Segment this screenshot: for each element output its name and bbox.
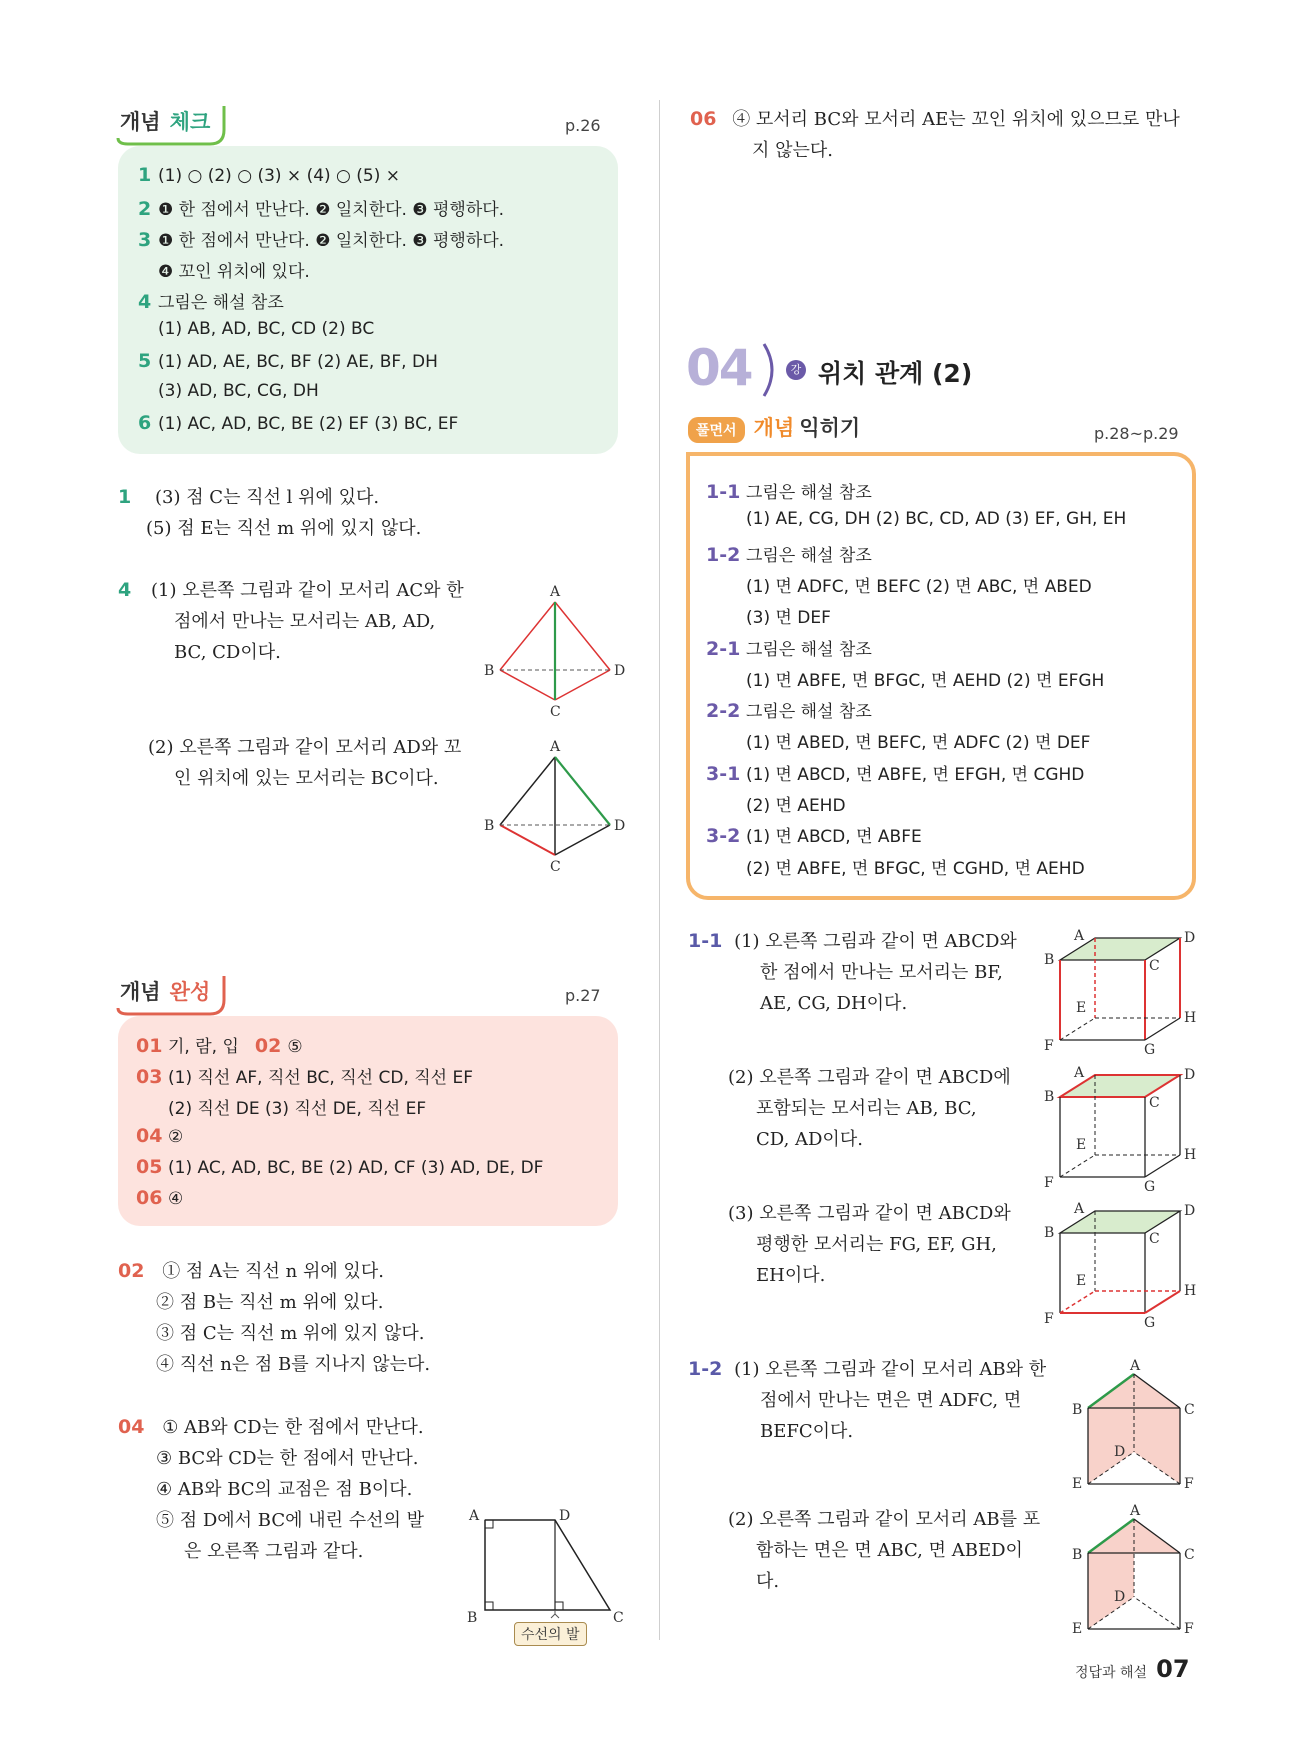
svg-text:B: B	[1072, 1547, 1083, 1563]
explanation-1-2-part1-line2: 점에서 만나는 면은 면 ADFC, 면	[760, 1390, 1022, 1411]
concept-check-tab-shape	[114, 100, 229, 144]
svg-text:B: B	[1044, 952, 1055, 968]
concept-check-line-text: ❶ 한 점에서 만난다. ❷ 일치한다. ❸ 평행하다.	[158, 200, 505, 220]
svg-text:B: B	[484, 663, 495, 679]
footer-page-number: 07	[1156, 1655, 1190, 1683]
concept-check-line	[138, 381, 319, 401]
concept-complete-line-text: ④	[168, 1189, 184, 1209]
concept-check-line-number: 4	[138, 291, 152, 313]
tetrahedron-figure-1	[480, 580, 630, 720]
learn-line	[706, 541, 872, 566]
learn-line	[706, 635, 872, 660]
svg-text:C: C	[1184, 1547, 1195, 1563]
svg-text:C: C	[613, 1610, 624, 1626]
column-divider	[659, 100, 660, 1640]
cube-figure-1	[1040, 928, 1197, 1058]
explanation-02	[118, 1256, 578, 1380]
explanation-1-1-part3-line3: EH이다.	[756, 1265, 826, 1286]
svg-text:D: D	[614, 818, 626, 834]
learn-box	[686, 452, 1196, 900]
concept-check-page: p.26	[565, 116, 601, 135]
svg-text:E: E	[1076, 1137, 1087, 1153]
learn-line	[706, 572, 1092, 597]
explanation-1-number: 1	[118, 486, 132, 508]
svg-text:E: E	[1076, 1000, 1087, 1016]
concept-check-title-a: 개념	[120, 110, 161, 134]
prism-figure-2	[1070, 1505, 1200, 1635]
learn-line	[706, 760, 1084, 785]
svg-text:B: B	[1044, 1089, 1055, 1105]
concept-check-line	[138, 350, 438, 372]
learn-line-number: 3-1	[706, 762, 741, 785]
learn-title-a: 개념	[753, 416, 795, 440]
svg-text:D: D	[1184, 1067, 1196, 1083]
learn-line	[706, 478, 872, 503]
lesson-heading	[686, 340, 1246, 400]
explanation-4-part1-line3: BC, CD이다.	[174, 642, 281, 663]
concept-complete-line-text: (1) AC, AD, BC, BE (2) AD, CF (3) AD, DE, DF	[168, 1158, 544, 1178]
svg-text:A: A	[469, 1508, 480, 1524]
svg-text:E: E	[1072, 1621, 1083, 1637]
concept-check-line	[138, 257, 310, 282]
learn-line-number: 2-1	[706, 637, 741, 660]
explanation-04	[118, 1412, 458, 1567]
tetrahedron-figure-2	[480, 735, 630, 875]
concept-check-line-number: 6	[138, 412, 152, 434]
svg-text:C: C	[550, 859, 561, 875]
svg-text:C: C	[1149, 958, 1160, 974]
learn-line-text: (1) 면 ABED, 면 BEFC, 면 ADFC (2) 면 DEF	[746, 733, 1091, 754]
explanation-1-2-part1-line3: BEFC이다.	[760, 1421, 854, 1442]
concept-complete-tab-shape	[114, 970, 229, 1014]
concept-complete-line-text: (2) 직선 DE (3) 직선 DE, 직선 EF	[168, 1099, 427, 1119]
learn-line	[706, 603, 831, 628]
lesson-title: 위치 관계 (2)	[818, 359, 973, 388]
explanation-1-1-part3-line1: (3) 오른쪽 그림과 같이 면 ABCD와	[728, 1203, 1011, 1224]
svg-text:D: D	[1184, 930, 1196, 946]
explanation-02-line2: ② 점 B는 직선 m 위에 있다.	[156, 1292, 384, 1313]
learn-line-text: 그림은 해설 참조	[746, 639, 872, 660]
explanation-4-part2-line2: 인 위치에 있는 모서리는 BC이다.	[174, 768, 439, 789]
explanation-4-number: 4	[118, 579, 132, 601]
explanation-1-1-part2-line3: CD, AD이다.	[756, 1129, 863, 1150]
learn-badge: 풀면서	[688, 417, 745, 443]
svg-text:F: F	[1184, 1476, 1194, 1492]
concept-complete-line-number: 06	[136, 1187, 163, 1209]
explanation-04-line5: 은 오른쪽 그림과 같다.	[184, 1541, 364, 1562]
concept-complete-title-a: 개념	[120, 980, 161, 1004]
explanation-1-2-number: 1-2	[688, 1358, 723, 1380]
concept-complete-line-number: 05	[136, 1156, 163, 1178]
explanation-1	[118, 482, 598, 544]
concept-complete-title-b: 완성	[169, 980, 211, 1004]
concept-check-line	[138, 164, 400, 186]
learn-line	[706, 666, 1104, 691]
explanation-1-1-part1-line3: AE, CG, DH이다.	[760, 993, 908, 1014]
learn-line-text: 그림은 해설 참조	[746, 545, 872, 566]
concept-complete-line	[136, 1156, 543, 1178]
explanation-1-1-part1-line1: (1) 오른쪽 그림과 같이 면 ABCD와	[734, 931, 1017, 952]
svg-text:G: G	[1144, 1315, 1156, 1331]
learn-line-text: (1) 면 ADFC, 면 BEFC (2) 면 ABC, 면 ABED	[746, 576, 1092, 597]
explanation-1-1-part1	[688, 926, 1028, 1019]
concept-check-header	[120, 106, 210, 136]
concept-complete-line-number: 04	[136, 1125, 163, 1147]
svg-text:A: A	[1130, 1503, 1141, 1519]
explanation-1-1-part1-line2: 한 점에서 만나는 모서리는 BF,	[760, 962, 1003, 983]
explanation-1-1-part2	[728, 1062, 1028, 1155]
svg-text:D: D	[559, 1508, 571, 1524]
svg-text:D: D	[1114, 1444, 1126, 1460]
explanation-06-line2: 지 않는다.	[752, 140, 833, 161]
concept-check-line	[138, 319, 374, 339]
concept-check-line	[138, 288, 284, 313]
svg-text:F: F	[1044, 1038, 1054, 1054]
explanation-06	[690, 104, 1220, 166]
explanation-1-line2: (5) 점 E는 직선 m 위에 있지 않다.	[146, 518, 422, 539]
explanation-4-part2-line1: (2) 오른쪽 그림과 같이 모서리 AD와 꼬	[148, 737, 462, 758]
prism-figure-1	[1070, 1360, 1200, 1490]
explanation-06-line1: ④ 모서리 BC와 모서리 AE는 꼬인 위치에 있으므로 만나	[732, 109, 1180, 130]
learn-line-text: 그림은 해설 참조	[746, 702, 872, 723]
learn-line-text: 그림은 해설 참조	[746, 483, 872, 503]
footer-label: 정답과 해설	[1075, 1665, 1148, 1681]
svg-text:A: A	[1074, 1201, 1085, 1217]
learn-line-number: 1-1	[706, 481, 741, 503]
concept-complete-header	[120, 976, 210, 1006]
svg-text:D: D	[1114, 1589, 1126, 1605]
perpendicular-foot-label: 수선의 발	[514, 1622, 587, 1646]
learn-line-text: (2) 면 ABFE, 면 BFGC, 면 CGHD, 면 AEHD	[746, 858, 1085, 879]
learn-title-b: 익히기	[799, 416, 861, 440]
concept-check-line-number: 3	[138, 229, 152, 251]
concept-check-line-text: (1) AB, AD, BC, CD (2) BC	[158, 319, 375, 339]
svg-text:F: F	[1184, 1621, 1194, 1637]
svg-text:B: B	[467, 1610, 478, 1626]
explanation-04-line1: ① AB와 CD는 한 점에서 만난다.	[162, 1417, 424, 1438]
concept-check-line	[138, 412, 458, 434]
svg-text:B: B	[1044, 1225, 1055, 1241]
svg-text:B: B	[1072, 1402, 1083, 1418]
concept-check-line-number: 2	[138, 198, 152, 220]
explanation-1-2-part2	[728, 1504, 1058, 1597]
learn-line-text: (1) 면 ABFE, 면 BFGC, 면 AEHD (2) 면 EFGH	[746, 670, 1105, 691]
explanation-02-line1: ① 점 A는 직선 n 위에 있다.	[162, 1261, 384, 1282]
svg-text:A: A	[1130, 1358, 1141, 1374]
cube-figure-3	[1040, 1201, 1197, 1331]
learn-line-text: (2) 면 AEHD	[746, 796, 846, 816]
concept-check-line-text: (3) AD, BC, CG, DH	[158, 381, 319, 401]
svg-text:H: H	[1184, 1283, 1197, 1299]
svg-text:C: C	[1149, 1095, 1160, 1111]
concept-complete-line	[136, 1125, 183, 1147]
explanation-1-line1: (3) 점 C는 직선 l 위에 있다.	[154, 487, 380, 508]
svg-text:H: H	[1184, 1147, 1197, 1163]
learn-line-number: 1-2	[706, 543, 741, 566]
concept-check-line-number: 1	[138, 164, 152, 186]
concept-check-line-number: 5	[138, 350, 152, 372]
svg-text:B: B	[484, 818, 495, 834]
learn-line	[706, 728, 1090, 753]
explanation-1-2-part2-line2: 함하는 면은 면 ABC, 면 ABED이	[756, 1540, 1023, 1561]
concept-complete-line	[136, 1063, 473, 1088]
learn-line-text: (1) 면 ABCD, 면 ABFE	[746, 827, 922, 848]
explanation-06-number: 06	[690, 108, 717, 130]
explanation-02-line4: ④ 직선 n은 점 B를 지나지 않는다.	[156, 1354, 431, 1375]
learn-line	[706, 509, 1126, 529]
explanation-1-1-part2-line1: (2) 오른쪽 그림과 같이 면 ABCD에	[728, 1067, 1011, 1088]
concept-complete-line-text-2: ⑤	[287, 1037, 303, 1057]
learn-line	[706, 822, 922, 847]
lesson-number: 04	[686, 339, 752, 397]
learn-line-number: 2-2	[706, 700, 741, 723]
svg-text:C: C	[1149, 1231, 1160, 1247]
learn-line-text: (3) 면 DEF	[746, 608, 831, 629]
explanation-04-line2: ③ BC와 CD는 한 점에서 만난다.	[156, 1448, 419, 1469]
explanation-04-line3: ④ AB와 BC의 교점은 점 B이다.	[156, 1479, 413, 1500]
explanation-1-2-part1-line1: (1) 오른쪽 그림과 같이 모서리 AB와 한	[734, 1359, 1047, 1380]
explanation-1-1-number: 1-1	[688, 930, 723, 952]
concept-check-line-text: ❹ 꼬인 위치에 있다.	[158, 262, 310, 282]
concept-complete-line	[136, 1187, 183, 1209]
explanation-04-number: 04	[118, 1416, 145, 1438]
concept-complete-line-text: 기, 람, 입	[168, 1037, 239, 1057]
explanation-04-line4: ⑤ 점 D에서 BC에 내린 수선의 발	[156, 1510, 424, 1531]
svg-text:D: D	[614, 663, 626, 679]
explanation-4-part1-line1: (1) 오른쪽 그림과 같이 모서리 AC와 한	[150, 580, 464, 601]
explanation-1-2-part2-line1: (2) 오른쪽 그림과 같이 모서리 AB를 포	[728, 1509, 1041, 1530]
svg-text:G: G	[1144, 1042, 1156, 1058]
lesson-gang-badge: 강	[786, 360, 806, 380]
explanation-1-2-part1	[688, 1354, 1048, 1447]
explanation-4-part1	[118, 575, 478, 668]
concept-complete-line	[136, 1094, 426, 1119]
concept-complete-line-text: (1) 직선 AF, 직선 BC, 직선 CD, 직선 EF	[168, 1068, 474, 1088]
concept-check-line-text: (1) AD, AE, BC, BF (2) AE, BF, DH	[158, 352, 438, 372]
svg-text:C: C	[1184, 1402, 1195, 1418]
explanation-1-1-part3-line2: 평행한 모서리는 FG, EF, GH,	[756, 1234, 997, 1255]
concept-check-line-text: ❶ 한 점에서 만난다. ❷ 일치한다. ❸ 평행하다.	[158, 231, 505, 251]
learn-line	[706, 791, 846, 816]
concept-check-line	[138, 195, 504, 220]
concept-check-title-b: 체크	[169, 110, 211, 134]
concept-complete-line	[136, 1032, 303, 1057]
svg-text:E: E	[1072, 1476, 1083, 1492]
explanation-1-1-part3	[728, 1198, 1028, 1291]
svg-text:A: A	[1074, 928, 1085, 944]
concept-complete-box	[118, 1016, 618, 1226]
explanation-02-line3: ③ 점 C는 직선 m 위에 있지 않다.	[156, 1323, 425, 1344]
learn-line	[706, 697, 872, 722]
svg-text:C: C	[550, 704, 561, 720]
svg-text:A: A	[550, 739, 561, 755]
concept-complete-line-text: ②	[168, 1127, 184, 1147]
concept-complete-page: p.27	[565, 986, 601, 1005]
learn-page: p.28~p.29	[1094, 424, 1179, 443]
learn-line-text: (1) 면 ABCD, 면 ABFE, 면 EFGH, 면 CGHD	[746, 764, 1085, 785]
svg-text:F: F	[1044, 1175, 1054, 1191]
svg-text:A: A	[550, 584, 561, 600]
footer	[1075, 1655, 1190, 1683]
concept-complete-line-number: 01	[136, 1035, 163, 1057]
explanation-4-part2	[148, 732, 478, 794]
explanation-4-part1-line2: 점에서 만나는 모서리는 AB, AD,	[174, 611, 436, 632]
svg-text:F: F	[1044, 1311, 1054, 1327]
svg-text:E: E	[1076, 1273, 1087, 1289]
learn-line	[706, 854, 1085, 879]
explanation-1-1-part2-line2: 포함되는 모서리는 AB, BC,	[756, 1098, 977, 1119]
learn-line-text: (1) AE, CG, DH (2) BC, CD, AD (3) EF, GH, EH	[746, 509, 1127, 530]
concept-check-line-text: (1) ○ (2) ○ (3) × (4) ○ (5) ×	[158, 166, 401, 186]
svg-text:H: H	[1184, 1010, 1197, 1026]
concept-check-box	[118, 146, 618, 454]
concept-check-line-text: 그림은 해설 참조	[158, 293, 284, 313]
learn-line-number: 3-2	[706, 825, 741, 848]
explanation-02-number: 02	[118, 1260, 145, 1282]
concept-complete-line-number-2: 02	[254, 1035, 282, 1057]
svg-text:A: A	[1074, 1065, 1085, 1081]
concept-check-line	[138, 226, 504, 251]
concept-complete-line-number: 03	[136, 1066, 163, 1088]
explanation-1-2-part2-line3: 다.	[756, 1571, 780, 1592]
learn-header	[688, 412, 860, 443]
concept-check-line-text: (1) AC, AD, BC, BE (2) EF (3) BC, EF	[158, 414, 459, 434]
svg-text:D: D	[1184, 1203, 1196, 1219]
cube-figure-2	[1040, 1065, 1197, 1195]
svg-text:G: G	[1144, 1179, 1156, 1195]
